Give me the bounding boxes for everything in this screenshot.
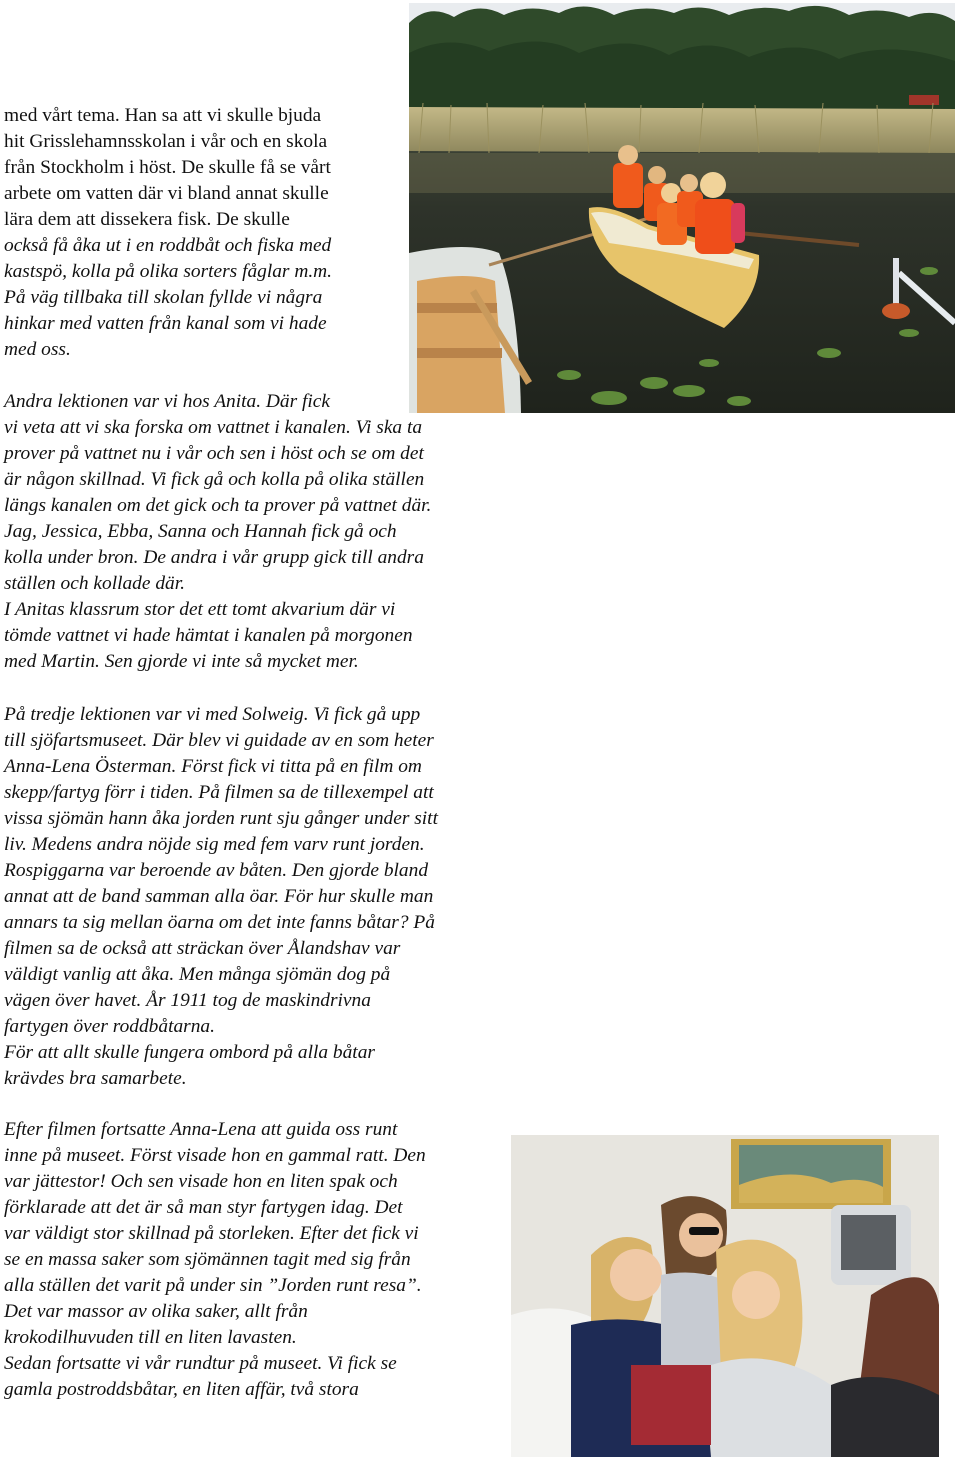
text-line: tömde vattnet vi hade hämtat i kanalen på morgonen (4, 625, 413, 646)
text-line: ställen och kollade där. (4, 573, 185, 594)
paragraph-second-lesson (4, 389, 431, 675)
text-line: gamla postroddsbåtar, en liten affär, två stora (4, 1379, 359, 1400)
text-line: För att allt skulle fungera ombord på alla båtar (4, 1042, 375, 1063)
paragraph-intro (4, 103, 331, 233)
text-line: Jag, Jessica, Ebba, Sanna och Hannah fick gå och (4, 521, 397, 542)
lake-rowboat-photo (409, 3, 955, 413)
text-line: På väg tillbaka till skolan fyllde vi några (4, 287, 323, 308)
text-line: är någon skillnad. Vi fick gå och kolla på olika ställen (4, 469, 425, 490)
museum-students-photo (511, 1135, 939, 1457)
text-line: kolla under bron. De andra i vår grupp gick till andra (4, 547, 424, 568)
text-line: med Martin. Sen gjorde vi inte så mycket mer. (4, 651, 359, 672)
text-line: var väldigt stor skillnad på storleken. Efter det fick vi (4, 1223, 419, 1244)
text-line: förklarade att det är så man styr fartygen idag. Det (4, 1197, 403, 1218)
text-line: lära dem att dissekera fisk. De skulle (4, 209, 290, 230)
text-line: hinkar med vatten från kanal som vi hade (4, 313, 327, 334)
text-line: se en massa saker som sjömännen tagit med sig från (4, 1249, 411, 1270)
text-line: med oss. (4, 339, 71, 360)
text-line: prover på vattnet nu i vår och sen i höst och se om det (4, 443, 424, 464)
paragraph-museum (4, 1117, 426, 1403)
text-line: till sjöfartsmuseet. Där blev vi guidade av en som heter (4, 730, 434, 751)
text-line: med vårt tema. Han sa att vi skulle bjuda (4, 105, 322, 126)
text-line: vi veta att vi ska forska om vattnet i kanalen. Vi ska ta (4, 417, 423, 438)
text-line: inne på museet. Först visade hon en gammal ratt. Den (4, 1145, 426, 1166)
text-line: Andra lektionen var vi hos Anita. Där fick (4, 391, 330, 412)
text-line: annars ta sig mellan öarna om det inte fanns båtar? På (4, 912, 435, 933)
text-line: Det var massor av olika saker, allt från (4, 1301, 308, 1322)
text-line: krävdes bra samarbete. (4, 1068, 187, 1089)
paragraph-boat-trip (4, 233, 332, 363)
text-line: filmen sa de också att sträckan över Ålandshav var (4, 938, 401, 959)
text-line: Efter filmen fortsatte Anna-Lena att guida oss runt (4, 1119, 398, 1140)
text-line: arbete om vatten där vi bland annat skulle (4, 183, 329, 204)
paragraph-third-lesson (4, 702, 438, 1092)
text-line: från Stockholm i höst. De skulle få se vårt (4, 157, 331, 178)
text-line: krokodilhuvuden till en liten lavasten. (4, 1327, 297, 1348)
text-line: fartygen över roddbåtarna. (4, 1016, 215, 1037)
text-line: vägen över havet. År 1911 tog de maskindrivna (4, 990, 371, 1011)
text-line: Rospiggarna var beroende av båten. Den gjorde bland (4, 860, 429, 881)
text-line: liv. Medens andra nöjde sig med fem varv runt jorden. (4, 834, 425, 855)
text-line: kastspö, kolla på olika sorters fåglar m.m. (4, 261, 333, 282)
text-line: skepp/fartyg förr i tiden. På filmen sa de tillexempel att (4, 782, 434, 803)
text-line: På tredje lektionen var vi med Solweig. Vi fick gå upp (4, 704, 421, 725)
text-line: I Anitas klassrum stor det ett tomt akvarium där vi (4, 599, 396, 620)
text-line: Anna-Lena Österman. Först fick vi titta på en film om (4, 756, 422, 777)
text-line: vissa sjömän hann åka jorden runt sju gånger under sitt (4, 808, 438, 829)
text-line: var jättestor! Och sen visade hon en liten spak och (4, 1171, 398, 1192)
text-line: också få åka ut i en roddbåt och fiska med (4, 235, 332, 256)
text-line: Sedan fortsatte vi vår rundtur på museet. Vi fick se (4, 1353, 397, 1374)
text-line: väldigt vanlig att åka. Men många sjömän dog på (4, 964, 391, 985)
text-line: annat att de band samman alla öar. För hur skulle man (4, 886, 434, 907)
text-line: alla ställen det varit på under sin ”Jorden runt resa”. (4, 1275, 422, 1296)
text-line: längs kanalen om det gick och ta prover på vattnet där. (4, 495, 432, 516)
text-line: hit Grisslehamnsskolan i vår och en skola (4, 131, 328, 152)
